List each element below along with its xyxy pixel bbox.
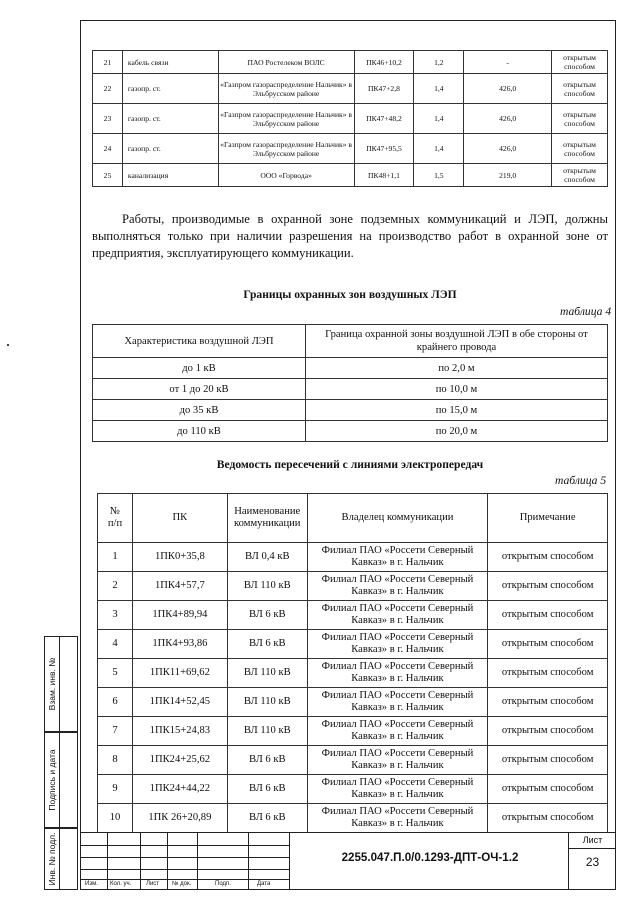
caption-n-dok: № док. [172,881,192,887]
picket: 1ПК14+52,45 [132,688,227,717]
table-row [93,421,608,442]
table5-header-pk: ПК [132,494,227,543]
table4-header-char: Характеристика воздушной ЛЭП [93,325,306,358]
row-number: 5 [98,659,133,688]
sheet-box [568,833,616,890]
communication-owner: ПАО Ростелеком ВОЛС [218,51,354,74]
crossings-table [92,50,608,187]
table-row [98,717,608,746]
note: открытым способом [488,659,608,688]
line-characteristic: от 1 до 20 кВ [93,379,306,400]
table4 [92,324,608,442]
line-characteristic: до 35 кВ [93,400,306,421]
line-name: ВЛ 6 кВ [227,601,307,630]
note: открытым способом [488,717,608,746]
table-row [98,804,608,833]
row-number: 8 [98,746,133,775]
row-number: 4 [98,630,133,659]
table4-title: Границы охранных зон воздушных ЛЭП [243,288,457,301]
caption-kol-uch: Кол. уч. [110,881,132,887]
note: открытым способом [488,543,608,572]
table5-header-row [98,494,608,543]
picket: ПК47+95,5 [354,134,414,164]
table5-header-note: Примечание [488,494,608,543]
row-number: 9 [98,775,133,804]
communication-type: газопр. ст. [122,74,218,104]
crossing-method: открытым способом [552,104,608,134]
communication-owner: «Газпром газораспределение Нальчик» в Эльбрусском районе [218,134,354,164]
line-name: ВЛ 6 кВ [227,746,307,775]
line-owner: Филиал ПАО «Россети Северный Кавказ» в г. Нальчик [307,717,488,746]
table-row [93,134,608,164]
row-number: 2 [98,572,133,601]
row-number: 23 [93,104,123,134]
depth: 1,4 [414,74,464,104]
line-name: ВЛ 6 кВ [227,630,307,659]
communication-type: кабель связи [122,51,218,74]
table5-title: Ведомость пересечений с линиями электропередач [216,458,484,471]
stamp-podpis-label: Подпись и дата [47,749,57,811]
row-number: 7 [98,717,133,746]
crossing-method: открытым способом [552,164,608,187]
diameter: 426,0 [464,104,552,134]
caption-data: Дата [257,881,271,887]
stamp-podpis [44,732,78,828]
picket: 1ПК11+69,62 [132,659,227,688]
document-code: 2255.047.П.0/0.1293-ДПТ-ОЧ-1.2 [341,851,519,864]
caption-podp: Подп. [215,881,231,887]
diameter: 219,0 [464,164,552,187]
picket: 1ПК4+89,94 [132,601,227,630]
line-name: ВЛ 0,4 кВ [227,543,307,572]
line-name: ВЛ 110 кВ [227,717,307,746]
picket: 1ПК24+25,62 [132,746,227,775]
stamp-vzam-label: Взам. инв. № [47,657,57,711]
row-number: 22 [93,74,123,104]
stamp-vzam [44,636,78,732]
table-row [98,746,608,775]
table5 [97,493,608,833]
line-owner: Филиал ПАО «Россети Северный Кавказ» в г. Нальчик [307,775,488,804]
row-number: 1 [98,543,133,572]
table5-header-num: № п/п [98,494,133,543]
picket: 1ПК15+24,83 [132,717,227,746]
table4-label: таблица 4 [560,305,612,318]
line-owner: Филиал ПАО «Россети Северный Кавказ» в г. Нальчик [307,630,488,659]
table-row [93,51,608,74]
table-row [98,601,608,630]
row-number: 3 [98,601,133,630]
table-row [93,74,608,104]
line-owner: Филиал ПАО «Россети Северный Кавказ» в г. Нальчик [307,804,488,833]
row-number: 6 [98,688,133,717]
diameter: 426,0 [464,74,552,104]
crossing-method: открытым способом [552,51,608,74]
line-name: ВЛ 6 кВ [227,775,307,804]
title-block [80,832,616,890]
line-owner: Филиал ПАО «Россети Северный Кавказ» в г. Нальчик [307,746,488,775]
picket: 1ПК 26+20,89 [132,804,227,833]
table-row [93,104,608,134]
communication-owner: «Газпром газораспределение Нальчик» в Эльбрусском районе [218,104,354,134]
table-row [98,659,608,688]
note: открытым способом [488,804,608,833]
table5-header-name: Наименование коммуникации [227,494,307,543]
table-row [98,630,608,659]
picket: ПК47+2,8 [354,74,414,104]
picket: 1ПК4+57,7 [132,572,227,601]
stamp-inv-label: Инв. № подл. [47,832,57,886]
note: открытым способом [488,630,608,659]
depth: 1,4 [414,134,464,164]
table4-header-zone: Граница охранной зоны воздушной ЛЭП в обе стороны от крайнего провода [306,325,608,358]
table5-header-owner: Владелец коммуникации [307,494,488,543]
scan-dot [7,344,9,346]
line-owner: Филиал ПАО «Россети Северный Кавказ» в г. Нальчик [307,572,488,601]
picket: ПК46+10,2 [354,51,414,74]
depth: 1,5 [414,164,464,187]
note: открытым способом [488,746,608,775]
table5-label: таблица 5 [555,474,607,487]
note: открытым способом [488,601,608,630]
line-owner: Филиал ПАО «Россети Северный Кавказ» в г. Нальчик [307,601,488,630]
row-number: 10 [98,804,133,833]
note: открытым способом [488,572,608,601]
line-owner: Филиал ПАО «Россети Северный Кавказ» в г. Нальчик [307,688,488,717]
table-row [93,379,608,400]
table-row [98,775,608,804]
depth: 1,4 [414,104,464,134]
communication-owner: «Газпром газораспределение Нальчик» в Эльбрусском районе [218,74,354,104]
line-name: ВЛ 110 кВ [227,572,307,601]
row-number: 24 [93,134,123,164]
protection-zone: по 2,0 м [306,358,608,379]
line-owner: Филиал ПАО «Россети Северный Кавказ» в г. Нальчик [307,543,488,572]
caption-list: Лист [146,881,160,887]
crossing-method: открытым способом [552,134,608,164]
protection-zone: по 20,0 м [306,421,608,442]
communication-owner: ООО «Горвода» [218,164,354,187]
diameter: - [464,51,552,74]
protection-zone: по 15,0 м [306,400,608,421]
crossing-method: открытым способом [552,74,608,104]
table-row [98,572,608,601]
table-row [98,543,608,572]
picket: ПК47+48,2 [354,104,414,134]
table-row [93,400,608,421]
note: открытым способом [488,775,608,804]
communication-type: газопр. ст. [122,104,218,134]
line-name: ВЛ 6 кВ [227,804,307,833]
communication-type: канализация [122,164,218,187]
safety-paragraph: Работы, производимые в охранной зоне подземных коммуникаций и ЛЭП, должны выполняться только при наличии разрешения на производство работ в охранной зоне от предприятия, эксплуатирующего коммуникации. [92,212,608,260]
picket: 1ПК24+44,22 [132,775,227,804]
table-row [93,358,608,379]
picket: ПК48+1,1 [354,164,414,187]
protection-zone: по 10,0 м [306,379,608,400]
table4-header-row [93,325,608,358]
diameter: 426,0 [464,134,552,164]
depth: 1,2 [414,51,464,74]
line-characteristic: до 110 кВ [93,421,306,442]
note: открытым способом [488,688,608,717]
picket: 1ПК0+35,8 [132,543,227,572]
sheet-number: 23 [585,855,600,869]
title-block-grid [80,833,290,890]
line-name: ВЛ 110 кВ [227,659,307,688]
sheet-label: Лист [569,833,616,849]
caption-izm: Изм. [85,881,98,887]
communication-type: газопр. ст. [122,134,218,164]
line-owner: Филиал ПАО «Россети Северный Кавказ» в г. Нальчик [307,659,488,688]
line-characteristic: до 1 кВ [93,358,306,379]
picket: 1ПК4+93,86 [132,630,227,659]
stamp-inv [44,828,78,890]
table-row [93,164,608,187]
row-number: 21 [93,51,123,74]
row-number: 25 [93,164,123,187]
table-row [98,688,608,717]
line-name: ВЛ 110 кВ [227,688,307,717]
